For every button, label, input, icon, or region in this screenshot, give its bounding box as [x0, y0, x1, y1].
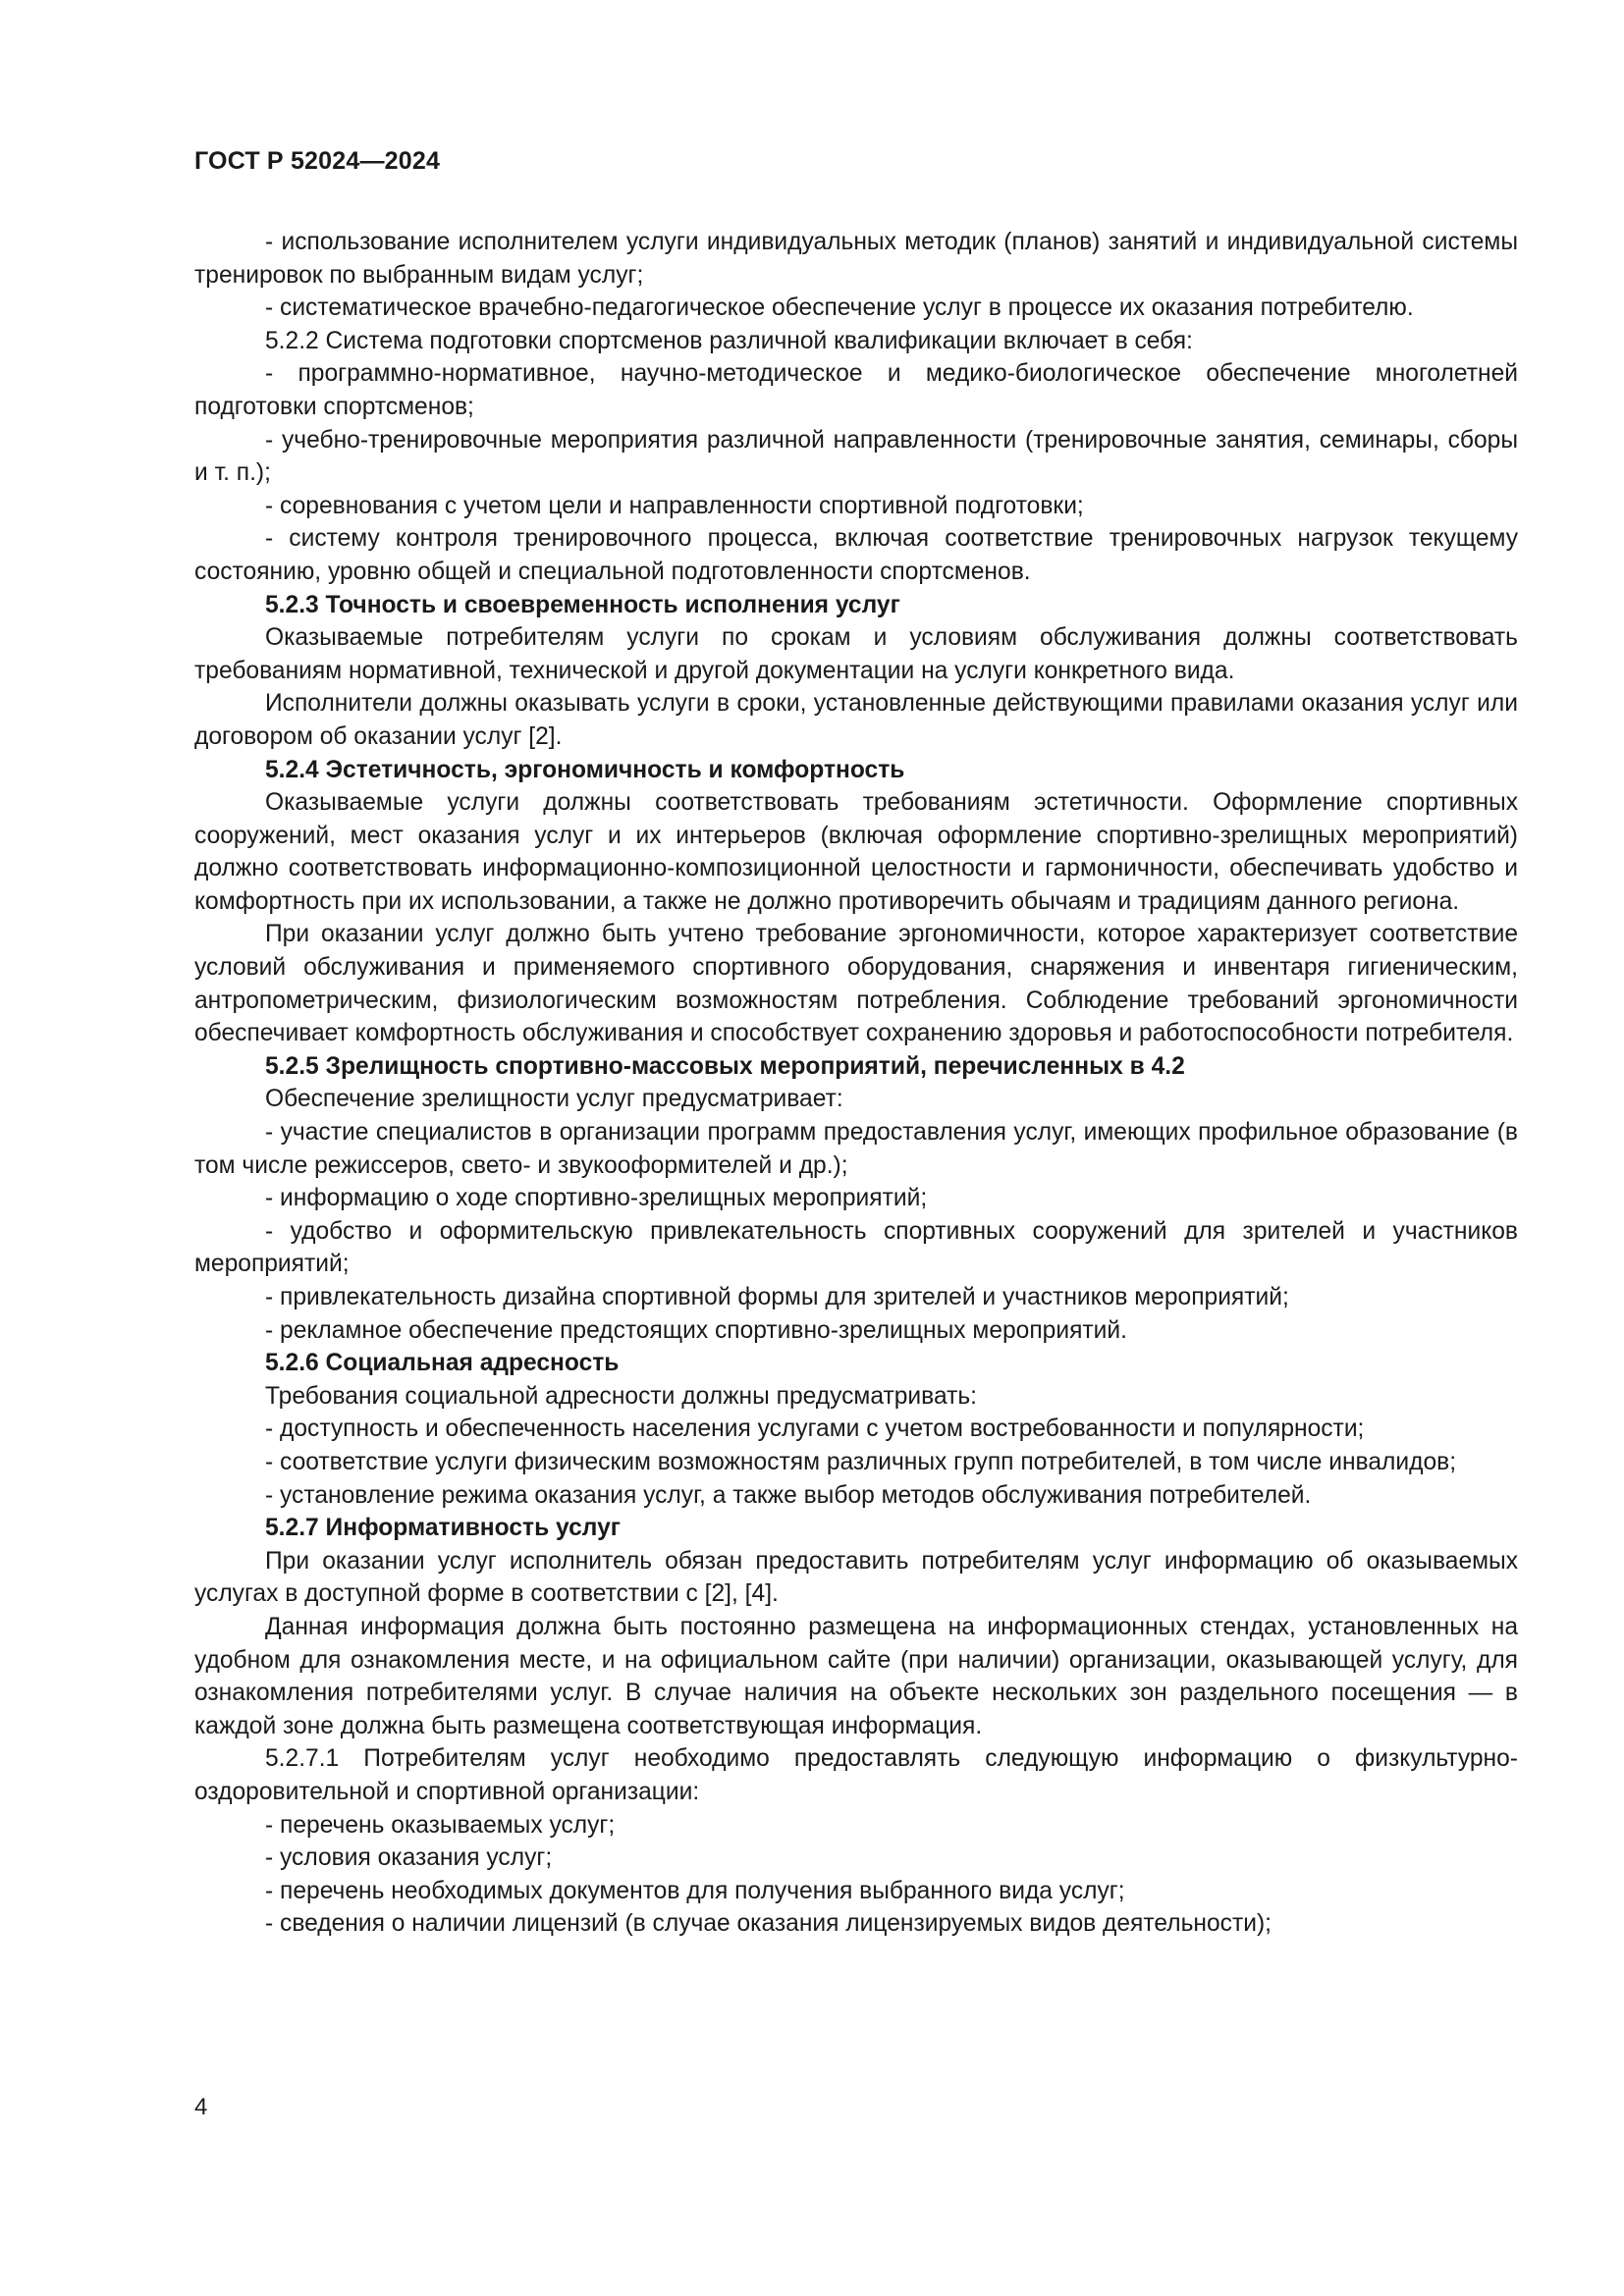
- document-body: [194, 226, 1518, 1941]
- body-paragraph: - участие специалистов в организации программ предоставления услуг, имеющих профильное образование (в том числе режиссеров, свето- и звукооформителей и др.);: [194, 1119, 1518, 1179]
- body-paragraph: - систему контроля тренировочного процесса, включая соответствие тренировочных нагрузок текущему состоянию, уровню общей и специальной подготовленности спортсменов.: [194, 525, 1518, 585]
- document-header-code: ГОСТ Р 52024—2024: [194, 147, 441, 175]
- body-paragraph: - перечень необходимых документов для получения выбранного вида услуг;: [265, 1877, 1125, 1904]
- body-paragraph: - использование исполнителем услуги индивидуальных методик (планов) занятий и индивидуальной системы тренировок по выбранным видам услуг;: [194, 229, 1518, 289]
- body-paragraph: - привлекательность дизайна спортивной формы для зрителей и участников мероприятий;: [265, 1284, 1289, 1310]
- body-paragraph: Оказываемые потребителям услуги по срокам и условиям обслуживания должны соответствовать требованиям нормативной, технической и другой документации на услуги конкретного вида.: [194, 624, 1518, 684]
- body-paragraph: 5.2.2 Система подготовки спортсменов различной квалификации включает в себя:: [265, 327, 1193, 354]
- body-paragraph: - программно-нормативное, научно-методическое и медико-биологическое обеспечение многолетней подготовки спортсменов;: [194, 360, 1518, 420]
- body-paragraph: Оказываемые услуги должны соответствовать требованиям эстетичности. Оформление спортивных сооружений, мест оказания услуг и их интерьеров (включая оформление спортивно-зрелищных мероприятий) должно соответствовать информационно-композиционной целостности и гармоничности, обеспечивать удобство и комфортность при их использовании, а также не должно противоречить обычаям и традициям данного региона.: [194, 789, 1518, 915]
- body-paragraph: Обеспечение зрелищности услуг предусматривает:: [265, 1086, 843, 1113]
- section-heading: 5.2.4 Эстетичность, эргономичность и комфортность: [265, 756, 905, 783]
- section-heading: 5.2.5 Зрелищность спортивно-массовых мероприятий, перечисленных в 4.2: [265, 1052, 1185, 1080]
- section-heading: 5.2.7 Информативность услуг: [265, 1515, 622, 1542]
- body-paragraph: - рекламное обеспечение предстоящих спортивно-зрелищных мероприятий.: [265, 1316, 1127, 1344]
- body-paragraph: Исполнители должны оказывать услуги в сроки, установленные действующими правилами оказания услуг или договором об оказании услуг [2].: [194, 690, 1518, 750]
- body-paragraph: 5.2.7.1 Потребителям услуг необходимо предоставлять следующую информацию о физкультурно-оздоровительной и спортивной организации:: [194, 1745, 1518, 1805]
- body-paragraph: Требования социальной адресности должны предусматривать:: [265, 1382, 977, 1410]
- section-heading: 5.2.6 Социальная адресность: [265, 1350, 620, 1377]
- body-paragraph: - перечень оказываемых услуг;: [265, 1811, 616, 1839]
- body-paragraph: - условия оказания услуг;: [265, 1844, 553, 1872]
- body-paragraph: - доступность и обеспеченность населения услугами с учетом востребованности и популярности;: [265, 1415, 1365, 1443]
- section-heading: 5.2.3 Точность и своевременность исполнения услуг: [265, 591, 900, 618]
- body-paragraph: - соревнования с учетом цели и направленности спортивной подготовки;: [265, 492, 1084, 519]
- body-paragraph: При оказании услуг должно быть учтено требование эргономичности, которое характеризует соответствие условий обслуживания и применяемого спортивного оборудования, снаряжения и инвентаря гигиеническим, антропометрическим, физиологическим возможностям потребления. Соблюдение требований эргономичности обеспечивает комфортность обслуживания и способствует сохранению здоровья и работоспособности потребителя.: [194, 921, 1518, 1047]
- body-paragraph: - соответствие услуги физическим возможностям различных групп потребителей, в том числе инвалидов;: [265, 1448, 1457, 1475]
- body-paragraph: - учебно-тренировочные мероприятия различной направленности (тренировочные занятия, семинары, сборы и т. п.);: [194, 426, 1518, 487]
- page-number: 4: [194, 2094, 208, 2120]
- body-paragraph: - удобство и оформительскую привлекательность спортивных сооружений для зрителей и участников мероприятий;: [194, 1217, 1518, 1278]
- body-paragraph: - систематическое врачебно-педагогическое обеспечение услуг в процессе их оказания потребителю.: [265, 294, 1414, 322]
- body-paragraph: Данная информация должна быть постоянно размещена на информационных стендах, установленных на удобном для ознакомления месте, и на официальном сайте (при наличии) организации, оказывающей услугу, для ознакомления потребителями услуг. В случае наличия на объекте нескольких зон раздельного посещения — в каждой зоне должна быть размещена соответствующая информация.: [194, 1613, 1518, 1739]
- body-paragraph: - установление режима оказания услуг, а также выбор методов обслуживания потребителей.: [265, 1481, 1312, 1509]
- body-paragraph: - информацию о ходе спортивно-зрелищных мероприятий;: [265, 1185, 928, 1212]
- body-paragraph: При оказании услуг исполнитель обязан предоставить потребителям услуг информацию об оказываемых услугах в доступной форме в соответствии с [2], [4].: [194, 1547, 1518, 1608]
- body-paragraph: - сведения о наличии лицензий (в случае оказания лицензируемых видов деятельности);: [265, 1910, 1272, 1938]
